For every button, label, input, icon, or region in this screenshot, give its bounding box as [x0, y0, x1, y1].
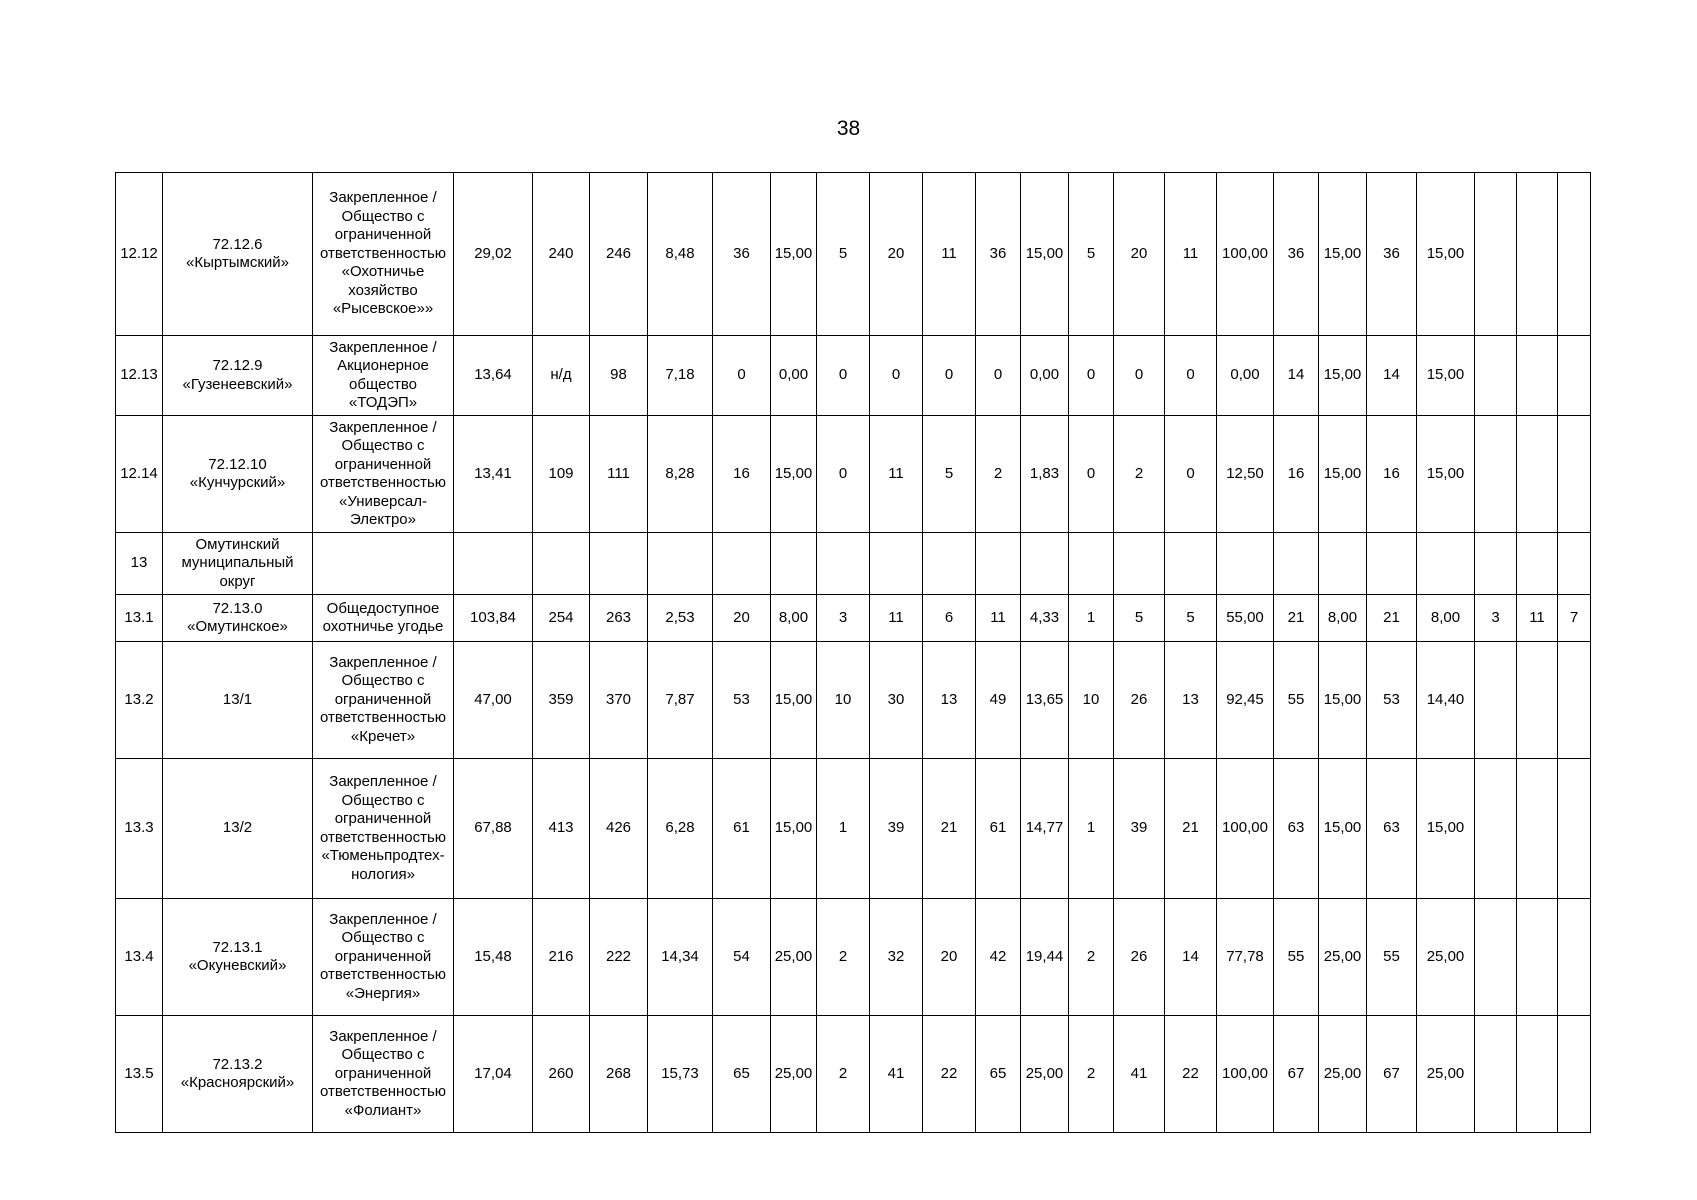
- value-cell: 21: [1165, 759, 1217, 899]
- value-cell: н/д: [533, 336, 590, 416]
- owner-cell: [313, 533, 454, 595]
- value-cell: [1517, 899, 1558, 1016]
- value-cell: 254: [533, 595, 590, 642]
- value-cell: 14: [1165, 899, 1217, 1016]
- value-cell: [1367, 533, 1417, 595]
- value-cell: 0: [1165, 336, 1217, 416]
- value-cell: [976, 533, 1021, 595]
- value-cell: 5: [1069, 173, 1114, 336]
- value-cell: 246: [590, 173, 648, 336]
- value-cell: [1517, 759, 1558, 899]
- value-cell: 11: [870, 416, 923, 533]
- value-cell: 21: [923, 759, 976, 899]
- value-cell: 8,28: [648, 416, 713, 533]
- value-cell: 26: [1114, 899, 1165, 1016]
- ground-name-cell: 72.13.2 «Красноярский»: [163, 1016, 313, 1133]
- value-cell: 260: [533, 1016, 590, 1133]
- value-cell: [1558, 336, 1591, 416]
- value-cell: [1475, 416, 1517, 533]
- value-cell: 14: [1274, 336, 1319, 416]
- value-cell: [1165, 533, 1217, 595]
- value-cell: 53: [1367, 642, 1417, 759]
- value-cell: 25,00: [1021, 1016, 1069, 1133]
- value-cell: 100,00: [1217, 1016, 1274, 1133]
- value-cell: 359: [533, 642, 590, 759]
- table-row: [116, 416, 1591, 533]
- table-row: [116, 595, 1591, 642]
- value-cell: 14,77: [1021, 759, 1069, 899]
- value-cell: 240: [533, 173, 590, 336]
- value-cell: 67: [1367, 1016, 1417, 1133]
- value-cell: [923, 533, 976, 595]
- value-cell: [1417, 533, 1475, 595]
- ground-name-cell: 72.12.9 «Гузенеевский»: [163, 336, 313, 416]
- value-cell: 0: [1069, 416, 1114, 533]
- value-cell: 36: [1367, 173, 1417, 336]
- value-cell: [1475, 173, 1517, 336]
- value-cell: 25,00: [771, 1016, 817, 1133]
- value-cell: 77,78: [1217, 899, 1274, 1016]
- value-cell: [1558, 899, 1591, 1016]
- ground-name-cell: 72.13.1 «Окуневский»: [163, 899, 313, 1016]
- value-cell: 0: [817, 416, 870, 533]
- value-cell: [1517, 1016, 1558, 1133]
- table-row: [116, 759, 1591, 899]
- value-cell: 55,00: [1217, 595, 1274, 642]
- value-cell: [1217, 533, 1274, 595]
- owner-cell: Закрепленное / Общество с ограниченной ответственностью «Универсал- Электро»: [313, 416, 454, 533]
- hunting-grounds-table: [115, 172, 1591, 1133]
- value-cell: 25,00: [1319, 899, 1367, 1016]
- value-cell: 1: [817, 759, 870, 899]
- value-cell: 5: [1114, 595, 1165, 642]
- value-cell: 0,00: [1217, 336, 1274, 416]
- value-cell: 98: [590, 336, 648, 416]
- value-cell: 20: [870, 173, 923, 336]
- owner-cell: Закрепленное / Акционерное общество «ТОДЭП»: [313, 336, 454, 416]
- value-cell: 16: [1367, 416, 1417, 533]
- value-cell: 370: [590, 642, 648, 759]
- value-cell: 7: [1558, 595, 1591, 642]
- value-cell: [1475, 642, 1517, 759]
- value-cell: 2: [817, 1016, 870, 1133]
- value-cell: [1517, 416, 1558, 533]
- value-cell: 10: [1069, 642, 1114, 759]
- value-cell: 11: [923, 173, 976, 336]
- value-cell: [1069, 533, 1114, 595]
- value-cell: 63: [1274, 759, 1319, 899]
- value-cell: 13: [1165, 642, 1217, 759]
- row-number-cell: 13.4: [116, 899, 163, 1016]
- value-cell: 15,73: [648, 1016, 713, 1133]
- value-cell: 15,00: [1417, 336, 1475, 416]
- value-cell: 30: [870, 642, 923, 759]
- row-number-cell: 13.1: [116, 595, 163, 642]
- value-cell: 0,00: [771, 336, 817, 416]
- row-number-cell: 13: [116, 533, 163, 595]
- value-cell: 15,00: [1319, 173, 1367, 336]
- value-cell: 25,00: [1417, 1016, 1475, 1133]
- owner-cell: Общедоступное охотничье угодье: [313, 595, 454, 642]
- value-cell: 49: [976, 642, 1021, 759]
- value-cell: 55: [1274, 899, 1319, 1016]
- value-cell: [1475, 759, 1517, 899]
- value-cell: 11: [1517, 595, 1558, 642]
- value-cell: 15,00: [1319, 759, 1367, 899]
- value-cell: 11: [870, 595, 923, 642]
- value-cell: 10: [817, 642, 870, 759]
- value-cell: 14,34: [648, 899, 713, 1016]
- value-cell: 4,33: [1021, 595, 1069, 642]
- value-cell: 103,84: [454, 595, 533, 642]
- value-cell: 16: [713, 416, 771, 533]
- value-cell: 15,00: [1319, 416, 1367, 533]
- value-cell: 100,00: [1217, 173, 1274, 336]
- value-cell: 0: [1069, 336, 1114, 416]
- value-cell: 3: [817, 595, 870, 642]
- row-number-cell: 12.12: [116, 173, 163, 336]
- value-cell: 5: [923, 416, 976, 533]
- value-cell: [1475, 1016, 1517, 1133]
- value-cell: [1021, 533, 1069, 595]
- value-cell: 55: [1274, 642, 1319, 759]
- value-cell: 15,00: [1417, 759, 1475, 899]
- value-cell: 16: [1274, 416, 1319, 533]
- owner-cell: Закрепленное / Общество с ограниченной ответственностью «Тюменьпродтех- нология»: [313, 759, 454, 899]
- owner-cell: Закрепленное / Общество с ограниченной ответственностью «Фолиант»: [313, 1016, 454, 1133]
- value-cell: 25,00: [1417, 899, 1475, 1016]
- value-cell: 36: [976, 173, 1021, 336]
- value-cell: 20: [923, 899, 976, 1016]
- value-cell: 36: [713, 173, 771, 336]
- value-cell: 12,50: [1217, 416, 1274, 533]
- value-cell: [1558, 416, 1591, 533]
- value-cell: 7,18: [648, 336, 713, 416]
- row-number-cell: 12.14: [116, 416, 163, 533]
- value-cell: 14,40: [1417, 642, 1475, 759]
- value-cell: [1517, 336, 1558, 416]
- value-cell: [870, 533, 923, 595]
- value-cell: 42: [976, 899, 1021, 1016]
- value-cell: 8,00: [771, 595, 817, 642]
- value-cell: 0: [1114, 336, 1165, 416]
- value-cell: 109: [533, 416, 590, 533]
- value-cell: 15,00: [1319, 336, 1367, 416]
- value-cell: 15,00: [1417, 416, 1475, 533]
- value-cell: 222: [590, 899, 648, 1016]
- value-cell: 14: [1367, 336, 1417, 416]
- value-cell: 17,04: [454, 1016, 533, 1133]
- value-cell: [1517, 173, 1558, 336]
- ground-name-cell: 13/2: [163, 759, 313, 899]
- value-cell: 61: [713, 759, 771, 899]
- value-cell: 65: [713, 1016, 771, 1133]
- value-cell: [1274, 533, 1319, 595]
- value-cell: 0: [976, 336, 1021, 416]
- value-cell: 25,00: [771, 899, 817, 1016]
- value-cell: 11: [976, 595, 1021, 642]
- value-cell: [817, 533, 870, 595]
- value-cell: 47,00: [454, 642, 533, 759]
- value-cell: 41: [1114, 1016, 1165, 1133]
- value-cell: [1475, 533, 1517, 595]
- ground-name-cell: 13/1: [163, 642, 313, 759]
- value-cell: 268: [590, 1016, 648, 1133]
- value-cell: 67,88: [454, 759, 533, 899]
- value-cell: 22: [1165, 1016, 1217, 1133]
- value-cell: [648, 533, 713, 595]
- value-cell: [590, 533, 648, 595]
- value-cell: 15,00: [771, 173, 817, 336]
- owner-cell: Закрепленное / Общество с ограниченной ответственностью «Охотничье хозяйство «Рысевское»»: [313, 173, 454, 336]
- ground-name-cell: 72.13.0 «Омутинское»: [163, 595, 313, 642]
- value-cell: 63: [1367, 759, 1417, 899]
- row-number-cell: 13.3: [116, 759, 163, 899]
- value-cell: 13: [923, 642, 976, 759]
- table-row: [116, 533, 1591, 595]
- value-cell: 7,87: [648, 642, 713, 759]
- value-cell: 2: [976, 416, 1021, 533]
- value-cell: 6: [923, 595, 976, 642]
- value-cell: 0: [713, 336, 771, 416]
- value-cell: 32: [870, 899, 923, 1016]
- value-cell: 1,83: [1021, 416, 1069, 533]
- value-cell: 0,00: [1021, 336, 1069, 416]
- value-cell: [1517, 642, 1558, 759]
- value-cell: 15,00: [1319, 642, 1367, 759]
- value-cell: 0: [870, 336, 923, 416]
- value-cell: 19,44: [1021, 899, 1069, 1016]
- value-cell: [1558, 533, 1591, 595]
- value-cell: 26: [1114, 642, 1165, 759]
- value-cell: 15,00: [1021, 173, 1069, 336]
- owner-cell: Закрепленное / Общество с ограниченной ответственностью «Кречет»: [313, 642, 454, 759]
- value-cell: 25,00: [1319, 1016, 1367, 1133]
- value-cell: 11: [1165, 173, 1217, 336]
- value-cell: 2: [817, 899, 870, 1016]
- value-cell: [1558, 173, 1591, 336]
- value-cell: [1558, 1016, 1591, 1133]
- value-cell: 15,00: [771, 642, 817, 759]
- value-cell: 39: [1114, 759, 1165, 899]
- value-cell: [1558, 759, 1591, 899]
- value-cell: 5: [1165, 595, 1217, 642]
- value-cell: [454, 533, 533, 595]
- value-cell: [713, 533, 771, 595]
- value-cell: 100,00: [1217, 759, 1274, 899]
- value-cell: 65: [976, 1016, 1021, 1133]
- value-cell: 0: [1165, 416, 1217, 533]
- table-row: [116, 173, 1591, 336]
- value-cell: [1558, 642, 1591, 759]
- value-cell: 15,00: [771, 759, 817, 899]
- value-cell: 15,48: [454, 899, 533, 1016]
- value-cell: [1475, 899, 1517, 1016]
- value-cell: 13,64: [454, 336, 533, 416]
- value-cell: [1475, 336, 1517, 416]
- value-cell: [1114, 533, 1165, 595]
- value-cell: 5: [817, 173, 870, 336]
- value-cell: 13,65: [1021, 642, 1069, 759]
- value-cell: 0: [817, 336, 870, 416]
- row-number-cell: 13.5: [116, 1016, 163, 1133]
- value-cell: 22: [923, 1016, 976, 1133]
- value-cell: 54: [713, 899, 771, 1016]
- table-row: [116, 642, 1591, 759]
- ground-name-cell: 72.12.10 «Кунчурский»: [163, 416, 313, 533]
- value-cell: 67: [1274, 1016, 1319, 1133]
- row-number-cell: 12.13: [116, 336, 163, 416]
- value-cell: 15,00: [771, 416, 817, 533]
- value-cell: 36: [1274, 173, 1319, 336]
- value-cell: 92,45: [1217, 642, 1274, 759]
- value-cell: 8,48: [648, 173, 713, 336]
- ground-name-cell: Омутинский муниципальный округ: [163, 533, 313, 595]
- value-cell: [1319, 533, 1367, 595]
- value-cell: 20: [1114, 173, 1165, 336]
- value-cell: 216: [533, 899, 590, 1016]
- value-cell: 29,02: [454, 173, 533, 336]
- value-cell: 263: [590, 595, 648, 642]
- value-cell: 2,53: [648, 595, 713, 642]
- value-cell: 6,28: [648, 759, 713, 899]
- value-cell: 1: [1069, 759, 1114, 899]
- row-number-cell: 13.2: [116, 642, 163, 759]
- value-cell: [1517, 533, 1558, 595]
- table-row: [116, 1016, 1591, 1133]
- value-cell: [533, 533, 590, 595]
- value-cell: 21: [1367, 595, 1417, 642]
- page-number: 38: [836, 117, 861, 140]
- ground-name-cell: 72.12.6 «Кыртымский»: [163, 173, 313, 336]
- value-cell: 39: [870, 759, 923, 899]
- value-cell: 111: [590, 416, 648, 533]
- value-cell: 2: [1114, 416, 1165, 533]
- value-cell: 2: [1069, 899, 1114, 1016]
- value-cell: 13,41: [454, 416, 533, 533]
- value-cell: 1: [1069, 595, 1114, 642]
- value-cell: 61: [976, 759, 1021, 899]
- value-cell: 8,00: [1319, 595, 1367, 642]
- table-row: [116, 336, 1591, 416]
- owner-cell: Закрепленное / Общество с ограниченной ответственностью «Энергия»: [313, 899, 454, 1016]
- value-cell: 55: [1367, 899, 1417, 1016]
- table-row: [116, 899, 1591, 1016]
- value-cell: 0: [923, 336, 976, 416]
- value-cell: 41: [870, 1016, 923, 1133]
- value-cell: 21: [1274, 595, 1319, 642]
- value-cell: 413: [533, 759, 590, 899]
- value-cell: 15,00: [1417, 173, 1475, 336]
- value-cell: [771, 533, 817, 595]
- value-cell: 2: [1069, 1016, 1114, 1133]
- value-cell: 8,00: [1417, 595, 1475, 642]
- value-cell: 3: [1475, 595, 1517, 642]
- value-cell: 426: [590, 759, 648, 899]
- value-cell: 20: [713, 595, 771, 642]
- value-cell: 53: [713, 642, 771, 759]
